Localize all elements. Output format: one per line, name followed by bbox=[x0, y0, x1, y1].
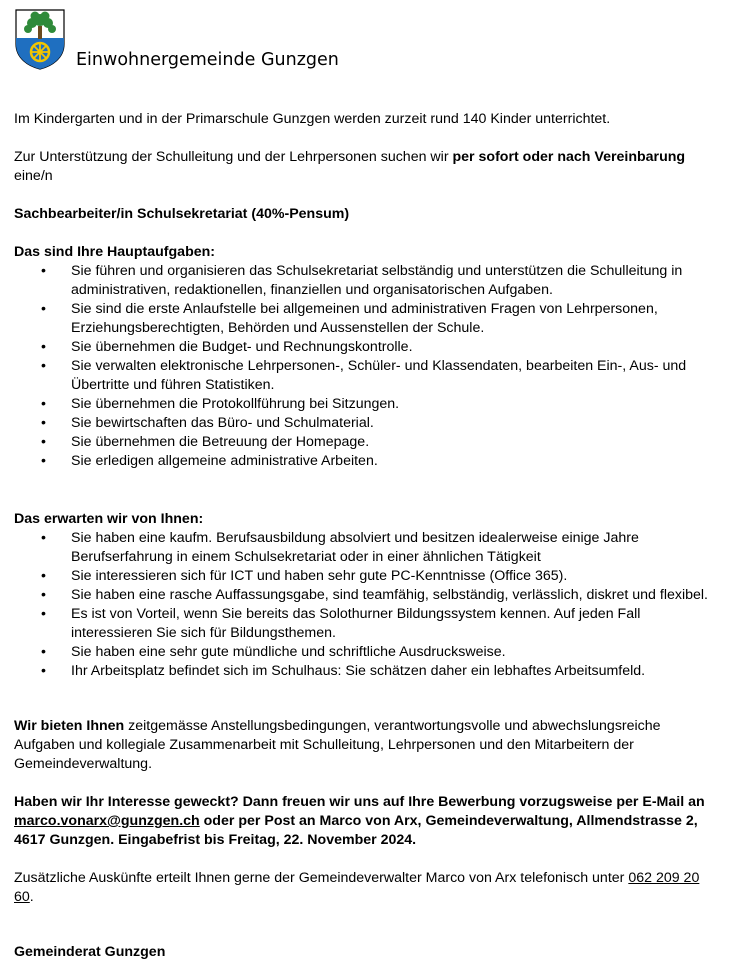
expectations-heading: Das erwarten wir von Ihnen: bbox=[14, 511, 204, 527]
list-item: • Sie übernehmen die Betreuung der Homepage. bbox=[14, 433, 720, 452]
job-title: Sachbearbeiter/in Schulsekretariat (40%-Pensum) bbox=[14, 206, 350, 222]
tasks-list bbox=[14, 262, 720, 471]
job-ad bbox=[14, 110, 720, 962]
list-item: • Sie bewirtschaften das Büro- und Schulmaterial. bbox=[14, 414, 720, 433]
org-title: Einwohnergemeinde Gunzgen bbox=[76, 50, 339, 70]
list-item: • Sie haben eine kaufm. Berufsausbildung absolviert und besitzen idealerweise einige Jahre Berufserfahrung in einem Schulsekretariat oder in einer ähnlichen Tätigkeit bbox=[14, 529, 720, 567]
email-link[interactable]: marco.vonarx@gunzgen.ch bbox=[14, 813, 200, 829]
list-item: • Sie übernehmen die Protokollführung bei Sitzungen. bbox=[14, 395, 720, 414]
application-paragraph: Haben wir Ihr Interesse geweckt? Dann freuen wir uns auf Ihre Bewerbung vorzugsweise per E-Mail an marco.vonarx@gunzgen.ch oder per Post an Marco von Arx, Gemeindeverwaltung, Allmendstrasse 2, 4617 Gunzgen. Eingabefrist bis Freitag, 22. November 2024. bbox=[14, 794, 705, 848]
list-item: • Sie führen und organisieren das Schulsekretariat selbständig und unterstützen die Schulleitung in administrativen, redaktionellen, finanziellen und organisatorischen Aufgaben. bbox=[14, 262, 720, 300]
tasks-heading: Das sind Ihre Hauptaufgaben: bbox=[14, 244, 216, 260]
expectations-list bbox=[14, 529, 720, 681]
list-item: • Sie sind die erste Anlaufstelle bei allgemeinen und administrativen Fragen von Lehrpersonen, Erziehungsberechtigten, Behörden und Aussenstellen der Schule. bbox=[14, 300, 720, 338]
intro-search-paragraph: Zur Unterstützung der Schulleitung und der Lehrpersonen suchen wir per sofort oder nach Vereinbarung eine/n bbox=[14, 149, 686, 184]
offer-paragraph: Wir bieten Ihnen zeitgemässe Anstellungsbedingungen, verantwortungsvolle und abwechslungsreiche Aufgaben und kollegiale Zusammenarbeit mit Schulleitung, Lehrpersonen und den Mitarbeitern der Gemeindeverwaltung. bbox=[14, 718, 661, 772]
list-item: • Es ist von Vorteil, wenn Sie bereits das Solothurner Bildungssystem kennen. Auf jeden Fall interessieren Sie sich für Bildungsthemen. bbox=[14, 605, 720, 643]
phone-link[interactable]: 062 209 20 60 bbox=[14, 870, 700, 905]
start-date-emphasis: per sofort oder nach Vereinbarung bbox=[452, 149, 686, 165]
contact-paragraph: Zusätzliche Auskünfte erteilt Ihnen gerne der Gemeindeverwalter Marco von Arx telefonisch unter 062 209 20 60. bbox=[14, 870, 700, 905]
list-item: • Sie haben eine sehr gute mündliche und schriftliche Ausdrucksweise. bbox=[14, 643, 720, 662]
intro-paragraph: Im Kindergarten und in der Primarschule Gunzgen werden zurzeit rund 140 Kinder unterrichtet. bbox=[14, 111, 611, 127]
signature: Gemeinderat Gunzgen bbox=[14, 944, 166, 960]
list-item: • Sie erledigen allgemeine administrative Arbeiten. bbox=[14, 452, 720, 471]
coat-of-arms-icon bbox=[14, 8, 66, 70]
list-item: • Sie verwalten elektronische Lehrpersonen-, Schüler- und Klassendaten, bearbeiten Ein-, Aus- und Übertritte und führen Statistiken. bbox=[14, 357, 720, 395]
list-item: • Sie übernehmen die Budget- und Rechnungskontrolle. bbox=[14, 338, 720, 357]
header bbox=[14, 8, 714, 78]
list-item: • Ihr Arbeitsplatz befindet sich im Schulhaus: Sie schätzen daher ein lebhaftes Arbeitsumfeld. bbox=[14, 662, 720, 681]
list-item: • Sie haben eine rasche Auffassungsgabe, sind teamfähig, selbständig, verlässlich, diskret und flexibel. bbox=[14, 586, 720, 605]
list-item: • Sie interessieren sich für ICT und haben sehr gute PC-Kenntnisse (Office 365). bbox=[14, 567, 720, 586]
